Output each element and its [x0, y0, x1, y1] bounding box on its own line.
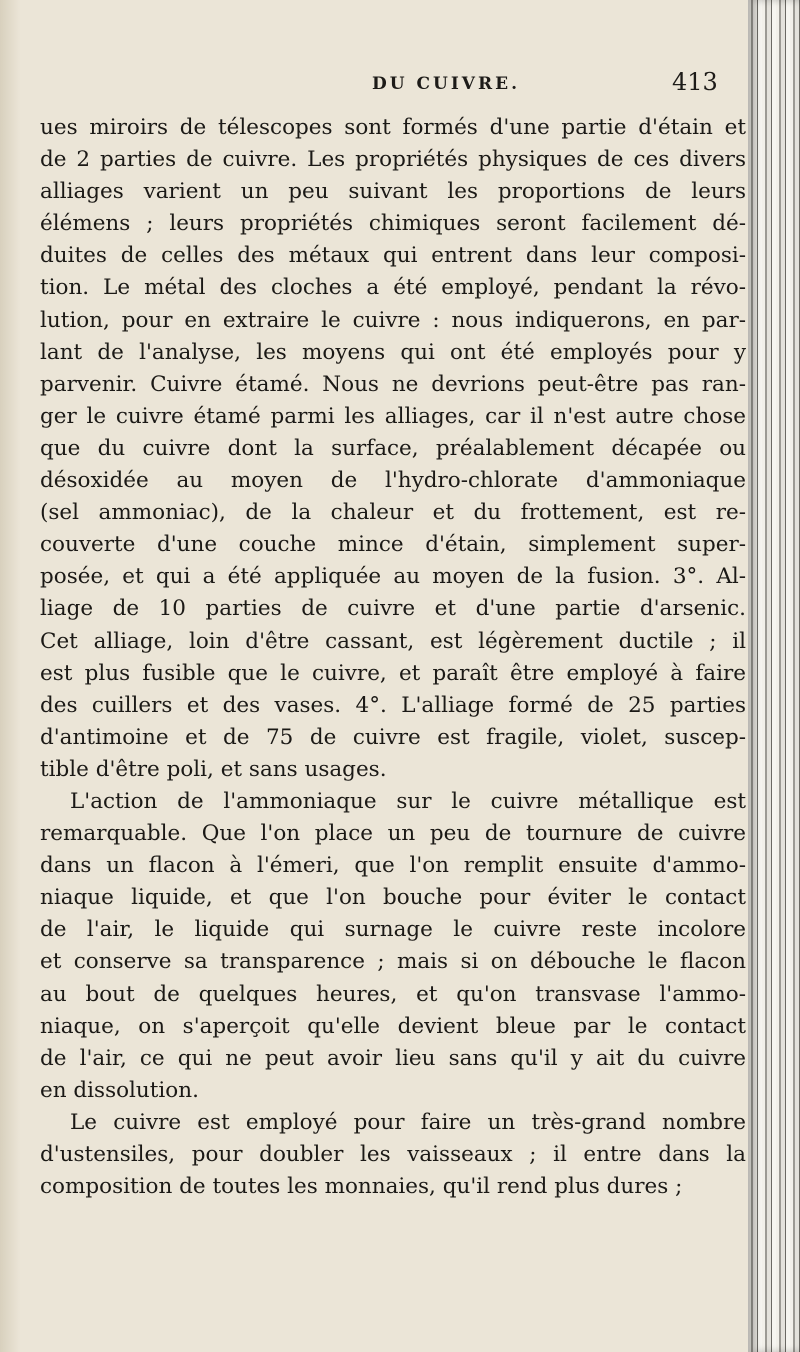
text-line: Cet alliage, loin d'être cassant, est légèrement ductile ; il: [40, 628, 746, 654]
text-line: élémens ; leurs propriétés chimiques seront facilement dé-: [40, 211, 746, 237]
text-line: est plus fusible que le cuivre, et paraît être employé à faire: [40, 660, 746, 686]
text-line: de l'air, ce qui ne peut avoir lieu sans qu'il y ait du cuivre: [40, 1045, 746, 1071]
text-line: en dissolution.: [40, 1077, 199, 1103]
text-line: posée, et qui a été appliquée au moyen de la fusion. 3°. Al-: [40, 564, 746, 590]
text-line: et conserve sa transparence ; mais si on débouche le flacon: [40, 949, 746, 975]
text-line: niaque liquide, et que l'on bouche pour éviter le contact: [40, 885, 746, 911]
text-line: tible d'être poli, et sans usages.: [40, 756, 387, 782]
running-head: [260, 68, 760, 104]
page-number: 413: [672, 68, 718, 96]
text-line: (sel ammoniac), de la chaleur et du frottement, est re-: [40, 500, 746, 526]
running-title: DU CUIVRE.: [372, 74, 520, 94]
text-line: au bout de quelques heures, et qu'on transvase l'ammo-: [40, 981, 746, 1007]
text-line: parvenir. Cuivre étamé. Nous ne devrions peut-être pas ran-: [40, 371, 746, 397]
text-line: duites de celles des métaux qui entrent dans leur composi-: [40, 243, 746, 269]
text-line: liage de 10 parties de cuivre et d'une partie d'arsenic.: [40, 596, 746, 622]
text-line: tion. Le métal des cloches a été employé, pendant la révo-: [40, 275, 746, 301]
text-line: alliages varient un peu suivant les proportions de leurs: [40, 179, 746, 205]
text-line: Le cuivre est employé pour faire un très-grand nombre: [70, 1109, 746, 1135]
text-line: L'action de l'ammoniaque sur le cuivre métallique est: [70, 788, 746, 814]
text-line: remarquable. Que l'on place un peu de tournure de cuivre: [40, 821, 746, 847]
text-line: des cuillers et des vases. 4°. L'alliage formé de 25 parties: [40, 692, 746, 718]
text-line: ger le cuivre étamé parmi les alliages, car il n'est autre chose: [40, 403, 746, 429]
text-line: composition de toutes les monnaies, qu'il rend plus dures ;: [40, 1174, 683, 1200]
text-line: ues miroirs de télescopes sont formés d'une partie d'étain et: [40, 115, 746, 140]
text-line: niaque, on s'aperçoit qu'elle devient bleue par le contact: [40, 1013, 746, 1039]
text-line: désoxidée au moyen de l'hydro-chlorate d'ammoniaque: [40, 468, 746, 494]
text-line: dans un flacon à l'émeri, que l'on remplit ensuite d'ammo-: [40, 853, 746, 879]
text-line: de l'air, le liquide qui surnage le cuivre reste incolore: [40, 917, 746, 943]
body-text: [40, 112, 746, 1203]
text-line: d'antimoine et de 75 de cuivre est fragile, violet, suscep-: [40, 724, 746, 750]
text-line: lution, pour en extraire le cuivre : nous indiquerons, en par-: [40, 307, 746, 333]
text-line: d'ustensiles, pour doubler les vaisseaux ; il entre dans la: [40, 1142, 746, 1167]
book-binding-edge: [748, 0, 800, 1352]
page-gutter-shadow: [0, 0, 20, 1352]
text-line: de 2 parties de cuivre. Les propriétés physiques de ces divers: [40, 147, 746, 173]
text-line: que du cuivre dont la surface, préalablement décapée ou: [40, 435, 746, 461]
text-line: couverte d'une couche mince d'étain, simplement super-: [40, 532, 746, 558]
text-line: lant de l'analyse, les moyens qui ont été employés pour y: [40, 339, 746, 365]
